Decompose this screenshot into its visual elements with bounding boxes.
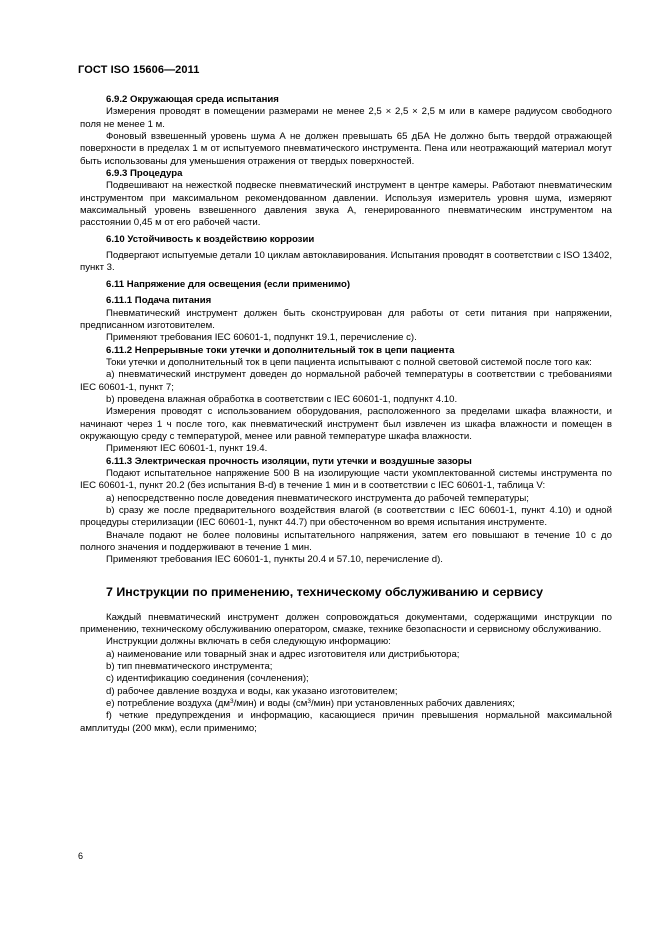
list-item-text: е) потребление воздуха (дм [106, 698, 231, 710]
paragraph: Пневматический инструмент должен быть сконструирован для работы от сети питания при напряжении, предписанном изготовителем. [80, 307, 612, 331]
paragraph: Инструкции должны включать в себя следующую информацию: [106, 636, 391, 648]
paragraph: Каждый пневматический инструмент должен сопровождаться документами, содержащими инструкции по применению, техническому обслуживанию оператором, смазке, технике безопасности и сервисному обслуживанию. [80, 611, 612, 636]
list-item: а) непосредственно после доведения пневматического инструмента до рабочей температуры; [106, 492, 529, 504]
list-item-text: /мин) при установленных рабочих давлениях; [310, 698, 515, 710]
section-6-9-3-heading: 6.9.3 Процедура [106, 168, 183, 180]
paragraph: Подвергают испытуемые детали 10 циклам автоклавирования. Испытания проводят в соответствии с ISO 13402, пункт 3. [80, 250, 612, 274]
paragraph: Применяют IEC 60601-1, пункт 19.4. [106, 443, 268, 455]
paragraph: Вначале подают не более половины испытательного напряжения, затем его повышают в течение 10 с до полного значения и поддерживают в течение 1 мин. [80, 529, 612, 554]
section-6-9-2-heading: 6.9.2 Окружающая среда испытания [106, 94, 279, 105]
document-header: ГОСТ ISO 15606—2011 [78, 64, 200, 76]
list-item: f) четкие предупреждения и информацию, касающиеся причин превышения нормальной максимальной амплитуды (200 мкм), если применимо; [80, 710, 612, 734]
paragraph: Подвешивают на нежесткой подвеске пневматический инструмент в центре камеры. Работают пневматическим инструментом при максимальном рекомендованном давлении. Используя измеритель уровня шума, измеряют максимальный уровень взвешенного давления звука А, генерированного пневматическим инструментом на расстоянии 0,45 м от его рабочей части. [80, 180, 612, 229]
section-6-10-heading: 6.10 Устойчивость к воздействию коррозии [106, 233, 315, 245]
paragraph: Фоновый взвешенный уровень шума А не должен превышать 65 дБА Не должно быть твердой отражающей поверхности в пределах 1 м от испытуемого пневматического инструмента. Пена или неотражающий материал могут быть использованы для уменьшения отражения от твердых поверхностей. [80, 131, 612, 167]
paragraph: Применяют требования IEC 60601-1, пункты 20.4 и 57.10, перечисление d). [106, 554, 443, 566]
section-6-11-1-heading: 6.11.1 Подача питания [106, 295, 212, 307]
list-item: d) рабочее давление воздуха и воды, как указано изготовителем; [106, 685, 398, 697]
superscript: 3 [230, 698, 234, 706]
section-7-heading: 7 Инструкции по применению, техническому обслуживанию и сервису [106, 584, 544, 599]
document-body [80, 94, 612, 735]
list-item: b) тип пневматического инструмента; [106, 661, 273, 673]
section-6-11-heading: 6.11 Напряжение для освещения (если применимо) [106, 278, 351, 290]
paragraph: Токи утечки и дополнительный ток в цепи пациента испытывают с полной световой системой после того как: [106, 356, 592, 368]
paragraph: Измерения проводят с использованием оборудования, расположенного за пределами шкафа влажности, и начинают через 1 ч после того, как пневматический инструмент был извлечен из шкафа влажности и помещен в окружающую среду с температурой, менее или равной температуре шкафа влажности. [80, 406, 612, 442]
list-item: а) пневматический инструмент доведен до нормальной рабочей температуры в соответствии с требованиями IEC 60601-1, пункт 7; [80, 369, 612, 393]
superscript: 3 [307, 698, 311, 706]
page-number: 6 [78, 851, 84, 861]
paragraph: Измерения проводят в помещении размерами не менее 2,5 × 2,5 × 2,5 м или в камере радиусом свободного поля не менее 1 м. [80, 106, 612, 130]
list-item [80, 698, 612, 710]
paragraph: Применяют требования IEC 60601-1, подпункт 19.1, перечисление с). [106, 332, 417, 344]
paragraph: Подают испытательное напряжение 500 В на изолирующие части укомплектованной системы инструмента по IEC 60601-1, пункт 20.2 (без испытания B-d) в течение 1 мин и в соответствии с IEC 60601-1, таблица V: [80, 467, 612, 492]
list-item: с) идентификацию соединения (сочленения); [106, 673, 309, 685]
list-item: а) наименование или товарный знак и адрес изготовителя или дистрибьютора; [106, 648, 460, 660]
list-item: b) проведена влажная обработка в соответствии с IEC 60601-1, подпункт 4.10. [106, 393, 458, 405]
list-item-text: /мин) и воды (см [233, 698, 308, 710]
section-6-11-3-heading: 6.11.3 Электрическая прочность изоляции, пути утечки и воздушные зазоры [106, 455, 472, 467]
list-item: b) сразу же после предварительного воздействия влагой (в соответствии с IEC 60601-1, пункт 4.10) и одной процедуры стерилизации (IEC 60601-1, пункт 44.7) при обесточенном во время испытания инструменте. [80, 505, 612, 529]
section-6-11-2-heading: 6.11.2 Непрерывные токи утечки и дополнительный ток в цепи пациента [106, 344, 455, 356]
